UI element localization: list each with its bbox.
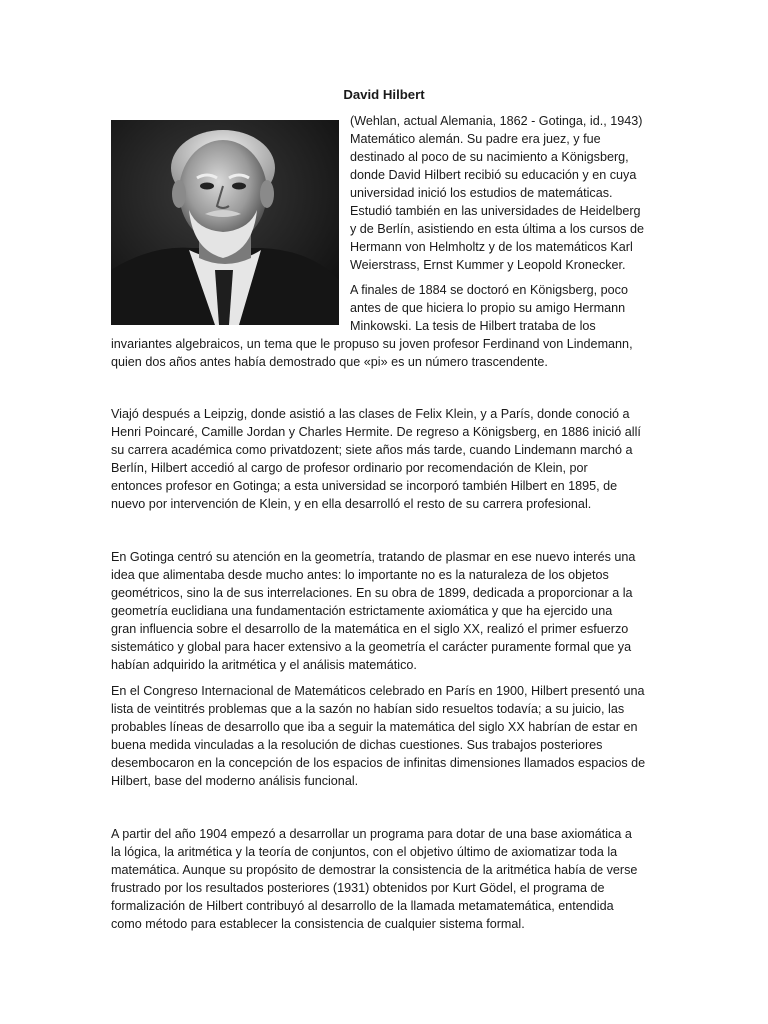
- text-line: formalización de Hilbert contribuyó al desarrollo de la llamada metamatemática, entendida: [111, 899, 614, 913]
- text-line: Estudió también en las universidades de Heidelberg: [350, 204, 641, 218]
- text-line: Weierstrass, Ernst Kummer y Leopold Kronecker.: [350, 258, 626, 272]
- text-line: gran influencia sobre el desarrollo de la matemática en el siglo XX, realizó el primer esfuerzo: [111, 622, 629, 636]
- text-line: Hermann von Helmholtz y de los matemáticos Karl: [350, 240, 633, 254]
- text-line: geométricos, sino la de sus interrelaciones. En su obra de 1899, dedicada a proporcionar a la: [111, 586, 633, 600]
- text-line: habían adquirido la aritmética y el análisis matemático.: [111, 658, 417, 672]
- text-line: y de Berlín, asistiendo en esta última a los cursos de: [350, 222, 645, 236]
- text-line: entonces profesor en Gotinga; a esta universidad se incorporó también Hilbert en 1895, de: [111, 479, 618, 493]
- text-line: nuevo por intervención de Klein, y en ella desarrolló el resto de su carrera profesional.: [111, 497, 592, 511]
- text-line: probables líneas de desarrollo que iba a seguir la matemática del siglo XX habrían de estar en: [111, 720, 638, 734]
- text-line: destinado al poco de su nacimiento a Königsberg,: [350, 150, 629, 164]
- text-line: lista de veintitrés problemas que a la sazón no habían sido resueltos todavía; a su juicio, las: [111, 702, 625, 716]
- text-line: frustrado por los resultados posteriores (1931) obtenidos por Kurt Gödel, el programa de: [111, 881, 605, 895]
- text-line: Berlín, Hilbert accedió al cargo de profesor ordinario por recomendación de Klein, por: [111, 461, 588, 475]
- text-line: idea que alimentaba desde mucho antes: lo importante no es la naturaleza de los objetos: [111, 568, 609, 582]
- text-line: donde David Hilbert recibió su educación y en cuya: [350, 168, 637, 182]
- text-line: Minkowski. La tesis de Hilbert trataba de los: [350, 319, 596, 333]
- text-line: la lógica, la aritmética y la teoría de conjuntos, con el objetivo último de axiomatizar toda la: [111, 845, 618, 859]
- text-line: geometría euclidiana una fundamentación estrictamente axiomática y que ha ejercido una: [111, 604, 613, 618]
- document-title: David Hilbert: [343, 87, 425, 102]
- text-line: invariantes algebraicos, un tema que le propuso su joven profesor Ferdinand von Lindemann,: [111, 337, 633, 351]
- text-line: buena medida vinculadas a la resolución de dichas cuestiones. Sus trabajos posteriores: [111, 738, 603, 752]
- text-line: su carrera académica como privatdozent; siete años más tarde, cuando Lindemann marchó a: [111, 443, 633, 457]
- text-line: (Wehlan, actual Alemania, 1862 - Gotinga, id., 1943): [350, 114, 643, 128]
- portrait-image: [111, 120, 339, 325]
- text-line: desembocaron en la concepción de los espacios de infinitas dimensiones llamados espacios de: [111, 756, 646, 770]
- text-line: matemática. Aunque su propósito de demostrar la consistencia de la aritmética había de verse: [111, 863, 638, 877]
- text-line: En el Congreso Internacional de Matemáticos celebrado en París en 1900, Hilbert presentó una: [111, 684, 645, 698]
- text-line: Matemático alemán. Su padre era juez, y fue: [350, 132, 601, 146]
- text-line: universidad inició los estudios de matemáticas.: [350, 186, 613, 200]
- text-line: antes de que hiciera lo propio su amigo Hermann: [350, 301, 626, 315]
- text-line: sistemático y global para hacer extensivo a la geometría el carácter puramente formal que ya: [111, 640, 632, 654]
- text-line: En Gotinga centró su atención en la geometría, tratando de plasmar en ese nuevo interés una: [111, 550, 636, 564]
- text-line: como método para establecer la consistencia de cualquier sistema formal.: [111, 917, 525, 931]
- text-line: Henri Poincaré, Camille Jordan y Charles Hermite. De regreso a Königsberg, en 1886 inició allí: [111, 425, 641, 439]
- text-line: Viajó después a Leipzig, donde asistió a las clases de Felix Klein, y a París, donde conoció a: [111, 407, 630, 421]
- text-line: Hilbert, base del moderno análisis funcional.: [111, 774, 359, 788]
- text-line: A partir del año 1904 empezó a desarrollar un programa para dotar de una base axiomática a: [111, 827, 632, 841]
- text-line: A finales de 1884 se doctoró en Königsberg, poco: [350, 283, 628, 297]
- text-line: quien dos años antes había demostrado que «pi» es un número trascendente.: [111, 355, 548, 369]
